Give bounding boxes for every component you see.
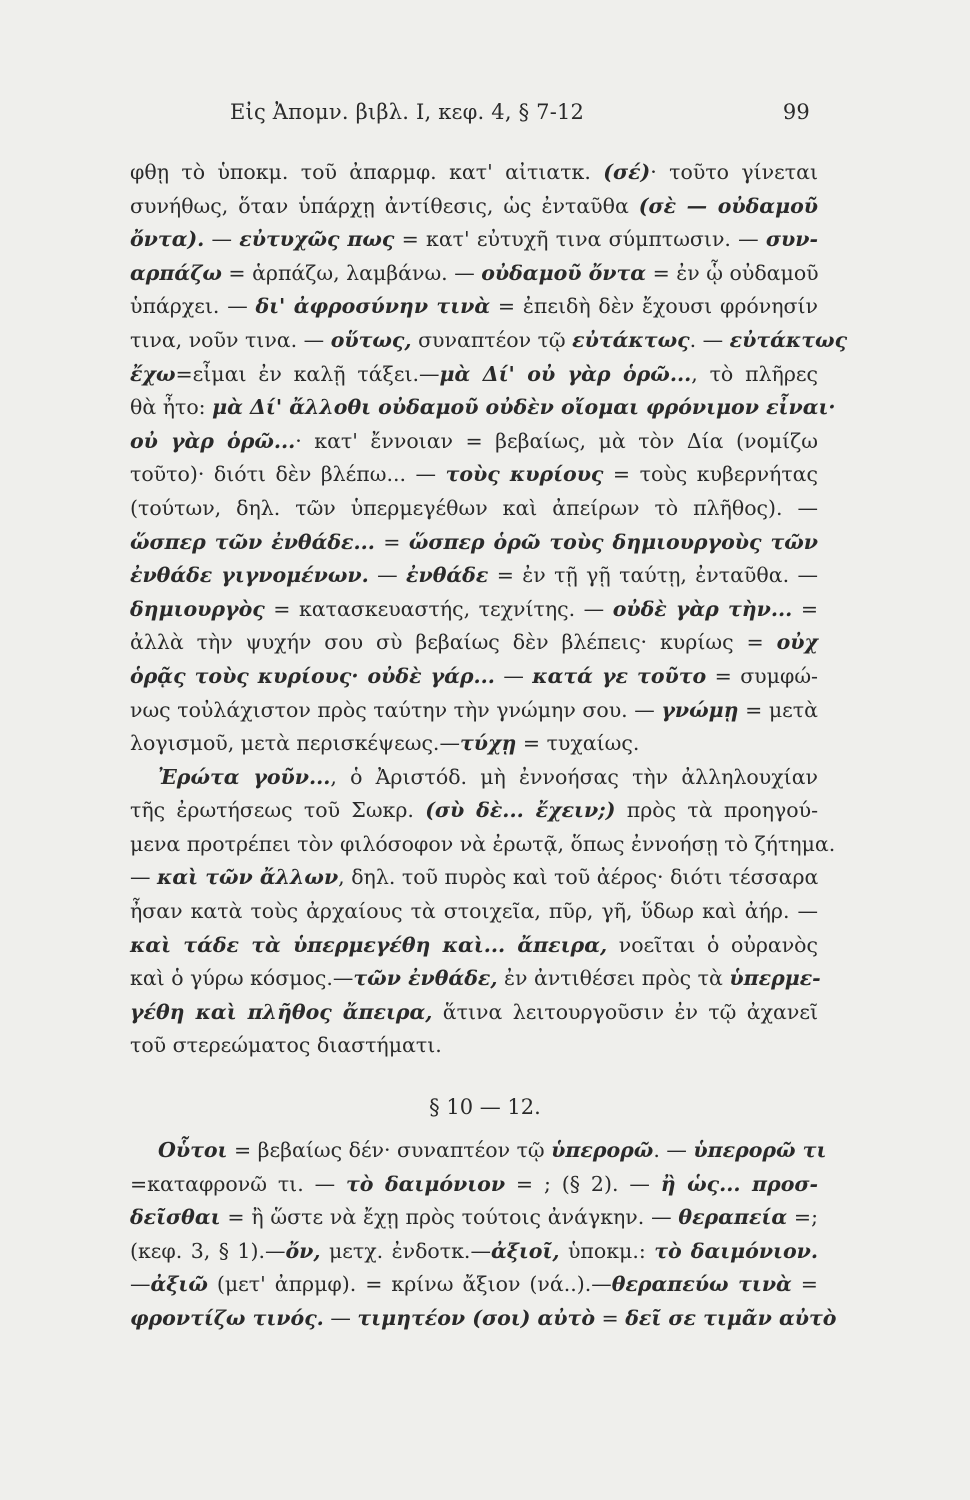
page-number: 99 [782, 100, 810, 124]
gloss-text: λογισμοῦ, μετὰ περισκέψεως.— [130, 731, 460, 756]
gloss-text: συναπτέον τῷ [411, 327, 573, 352]
lemma-term: τιμητέον (σοι) αὐτὸ [357, 1305, 595, 1330]
gloss-text: ἦσαν κατὰ τοὺς ἀρχαίους τὰ στοιχεῖα, πῦρ, γῆ, ὕδωρ καὶ ἀήρ. — [130, 899, 818, 924]
gloss-text: — [130, 865, 158, 890]
lemma-term: ὑπερορῶ [551, 1138, 654, 1162]
gloss-text: , ὁ Ἀριστόδ. μὴ ἐννοήσας τὴν ἀλληλουχίαν [330, 764, 819, 789]
lemma-term: ἔχω [130, 361, 176, 386]
gloss-text: = ἢ ὥστε νὰ ἔχῃ πρὸς τούτοις ἀνάγκην. — [220, 1205, 679, 1230]
lemma-term: οὕτως, [330, 327, 412, 352]
gloss-text: = ἁρπάζω, λαμβάνω. — [221, 260, 482, 285]
lemma-term: (σέ) [603, 160, 651, 184]
gloss-text: τινα, νοῦν τινα. — [130, 327, 331, 352]
text-line [130, 1235, 818, 1269]
gloss-text: = [791, 1272, 818, 1297]
gloss-text: καὶ ὁ γύρω κόσμος.— [130, 966, 354, 991]
gloss-text: (κεφ. 3, § 1).— [130, 1238, 286, 1263]
gloss-text: νοεῖται ὁ οὐρανὸς [607, 932, 818, 957]
gloss-text: (τούτων, δηλ. τῶν ὑπερμεγέθων καὶ ἀπείρων τὸ πλῆθος). — [130, 495, 818, 520]
lemma-term: τὸ δαιμόνιον. [654, 1238, 818, 1263]
gloss-text: συνήθως, ὅταν ὑπάρχῃ ἀντίθεσις, ὡς ἐνταῦθα [130, 193, 639, 218]
gloss-text: = κατασκευαστής, τεχνίτης. — [264, 596, 613, 621]
text-line [130, 861, 818, 895]
text-line [130, 895, 818, 929]
text-line [130, 358, 818, 392]
lemma-term: οὐχ [776, 630, 818, 655]
text-line [130, 996, 818, 1030]
lemma-term: ὄντα). [130, 227, 205, 252]
gloss-text: , τὸ πλῆρες [691, 361, 818, 386]
gloss-text: — [130, 1272, 151, 1297]
gloss-text: =εἶμαι ἐν καλῇ τάξει.— [175, 361, 440, 386]
text-line [130, 660, 818, 694]
gloss-text: = τυχαίως. [516, 731, 640, 756]
gloss-text: τοῦτο)· διότι δὲν βλέπω... — [130, 462, 446, 487]
gloss-text: = βεβαίως δέν· συναπτέον τῷ [227, 1138, 552, 1162]
gloss-text: , δηλ. τοῦ πυρὸς καὶ τοῦ ἀέρος· διότι τέσσαρα [338, 865, 819, 890]
text-line [130, 1029, 818, 1063]
text-line [130, 559, 818, 593]
gloss-text: τῆς ἐρωτήσεως τοῦ Σωκρ. [130, 798, 426, 823]
gloss-text: μενα προτρέπει τὸν φιλόσοφον νὰ ἐρωτᾷ, ὅπως ἐννοήσῃ τὸ ζήτημα. [130, 831, 836, 856]
gloss-text: = [792, 596, 818, 621]
lemma-term: ὁρᾷς τοὺς κυρίους· οὐδὲ γάρ... [130, 663, 495, 688]
gloss-text: . — [689, 327, 730, 352]
gloss-text: θὰ ἦτο: [130, 395, 213, 420]
lemma-term: μὰ Δί' ἄλλοθι οὐδαμοῦ οὐδὲν οἴομαι φρόνιμον εἶναι· [212, 395, 836, 420]
lemma-term: θεραπεύω τινὰ [611, 1272, 792, 1297]
lemma-term: μὰ Δί' οὐ γὰρ ὁρῶ... [439, 361, 692, 386]
gloss-text: (μετ' ἀπρμφ). = κρίνω ἄξιον (νά..).— [207, 1272, 612, 1297]
lemma-term: Ἐρώτα γοῦν... [158, 764, 331, 789]
gloss-text: — [368, 563, 407, 588]
lemma-term: ἀξιῶ [150, 1272, 208, 1297]
gloss-text: = ἐν τῇ γῇ ταύτῃ, ἐνταῦθα. — [488, 563, 818, 588]
gloss-text: = μετὰ [738, 697, 818, 722]
lemma-term: ὄν, [285, 1238, 321, 1263]
lemma-term: δι' ἀφροσύνην τινὰ [255, 294, 491, 319]
gloss-text: — [494, 663, 533, 688]
lemma-term: ἀξιοῖ, [490, 1238, 560, 1263]
gloss-text: νως τοὐλάχιστον πρὸς ταύτην τὴν γνώμην σου. — [130, 697, 662, 722]
gloss-text: =; [787, 1205, 818, 1230]
text-line [130, 1268, 818, 1302]
gloss-text: — [204, 227, 240, 252]
text-line [130, 593, 818, 627]
text-line [130, 492, 818, 526]
gloss-text: ἅτινα λειτουργοῦσιν ἐν τῷ ἀχανεῖ [432, 999, 818, 1024]
text-line [130, 794, 818, 828]
lemma-term: ὥσπερ ὁρῶ τοὺς δημιουργοὺς τῶν [408, 529, 818, 554]
gloss-text: = [374, 529, 409, 554]
lemma-term: δημιουργὸς [130, 596, 265, 621]
lemma-term: ὥσπερ τῶν ἐνθάδε... [130, 529, 375, 554]
lemma-term: Οὗτοι [158, 1138, 228, 1162]
gloss-text: = [595, 1305, 626, 1330]
gloss-text: ὑπάρχει. — [130, 294, 256, 319]
lemma-term: τύχῃ [459, 731, 517, 756]
gloss-text: φθῃ τὸ ὑποκμ. τοῦ ἀπαρμφ. κατ' αἰτιατκ. [130, 160, 604, 184]
gloss-text: = ἐπειδὴ δὲν ἔχουσι φρόνησίν [490, 294, 818, 319]
gloss-text: πρὸς τὰ προηγού- [615, 798, 818, 823]
text-line [130, 1168, 818, 1202]
text-line [130, 156, 818, 190]
lemma-term: καὶ τάδε τὰ ὑπερμεγέθη καὶ... ἄπειρα, [130, 932, 608, 957]
gloss-text: = συμφώ- [706, 663, 818, 688]
lemma-term: δεῖσθαι [130, 1205, 221, 1230]
lemma-term: δεῖ σε τιμᾶν αὐτὸ [625, 1305, 837, 1330]
lemma-term: φροντίζω τινός. [130, 1305, 324, 1330]
gloss-text: · τοῦτο γίνεται [650, 160, 818, 184]
lemma-term: κατά γε τοῦτο [532, 663, 707, 688]
text-line [130, 526, 818, 560]
lemma-term: τὸ δαιμόνιον [345, 1171, 506, 1196]
text-line [130, 391, 836, 425]
gloss-text: . — [653, 1138, 694, 1162]
text-line [130, 458, 818, 492]
gloss-text: = κατ' εὐτυχῆ τινα σύμπτωσιν. — [394, 227, 766, 252]
text-line [130, 727, 818, 761]
lemma-term: συν- [765, 227, 818, 252]
lemma-term: αρπάζω [130, 260, 222, 285]
gloss-text: ὑποκμ.: [559, 1238, 655, 1263]
lemma-term: οὐ γὰρ ὁρῶ... [130, 428, 296, 453]
lemma-term: καὶ τῶν ἄλλων [157, 865, 339, 890]
text-line [130, 324, 848, 358]
gloss-text: = ; (§ 2). — [505, 1171, 661, 1196]
text-line [130, 694, 818, 728]
gloss-text: τοῦ στερεώματος διαστήματι. [130, 1033, 442, 1058]
section-heading: § 10 — 12. [429, 1095, 541, 1119]
lemma-term: εὐτάκτως [729, 327, 848, 352]
lemma-term: γνώμῃ [661, 697, 739, 722]
running-head-title: Εἰς Ἀπομν. βιβλ. Ι, κεφ. 4, § 7-12 [230, 100, 585, 124]
text-line [130, 1134, 827, 1168]
text-line [130, 626, 818, 660]
lemma-term: (σὺ δὲ... ἔχειν;) [425, 798, 616, 823]
text-line [130, 1302, 837, 1336]
lemma-term: εὐτάκτως [572, 327, 690, 352]
gloss-text: = τοὺς κυβερνήτας [603, 462, 818, 487]
gloss-text: μετχ. ἐνδοτκ.— [320, 1238, 491, 1263]
lemma-term: ἐνθάδε γιγνομένων. [130, 563, 369, 588]
text-line [130, 425, 818, 459]
lemma-term: γέθη καὶ πλῆθος ἄπειρα, [130, 999, 433, 1024]
text-line [130, 1201, 818, 1235]
lemma-term: (σὲ — οὐδαμοῦ [638, 193, 818, 218]
lemma-term: εὐτυχῶς πως [239, 227, 395, 252]
lemma-term: οὐδὲ γὰρ τὴν... [612, 596, 793, 621]
lemma-term: ὑπερμε- [729, 966, 821, 991]
text-line [130, 929, 818, 963]
lemma-term: θεραπεία [678, 1205, 788, 1230]
lemma-term: ἢ ὡς... προσ- [660, 1171, 818, 1196]
text-line [130, 257, 818, 291]
gloss-text: — [323, 1305, 358, 1330]
commentary-block-7-9 [130, 156, 848, 1063]
gloss-text: ἐν ἀντιθέσει πρὸς τὰ [497, 966, 730, 991]
commentary-block-10-12 [130, 1134, 837, 1336]
text-line [130, 962, 821, 996]
gloss-text: =καταφρονῶ τι. — [130, 1171, 346, 1196]
lemma-term: τῶν ἐνθάδε, [353, 966, 498, 991]
gloss-text: ἀλλὰ τὴν ψυχήν σου σὺ βεβαίως δὲν βλέπεις· κυρίως = [130, 630, 777, 655]
lemma-term: οὐδαμοῦ ὄντα [481, 260, 647, 285]
gloss-text: · κατ' ἔννοιαν = βεβαίως, μὰ τὸν Δία (νομίζω [295, 428, 818, 453]
lemma-term: ὑπερορῶ τι [693, 1138, 827, 1162]
text-line [130, 290, 818, 324]
lemma-term: ἐνθάδε [406, 563, 489, 588]
text-line [130, 828, 836, 862]
gloss-text: = ἐν ᾧ οὐδαμοῦ [646, 260, 819, 285]
text-line [130, 223, 818, 257]
text-line [130, 761, 818, 795]
lemma-term: τοὺς κυρίους [445, 462, 604, 487]
text-line [130, 190, 818, 224]
